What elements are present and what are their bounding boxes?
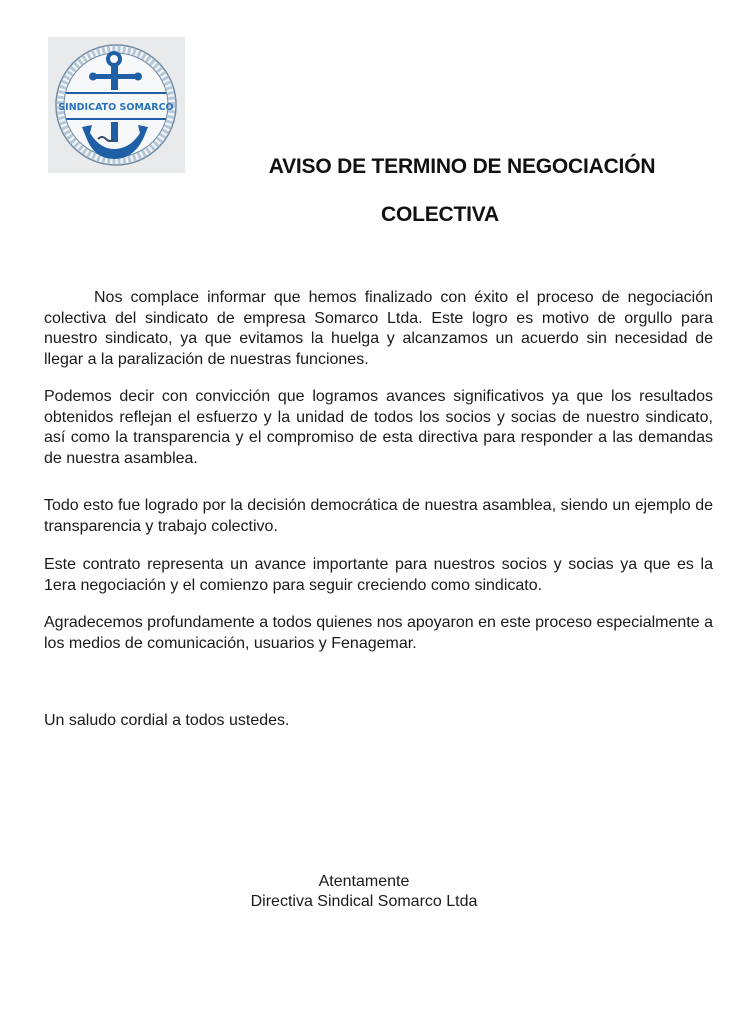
paragraph-contract: Este contrato representa un avance importante para nuestros socios y socias ya que es la 1era negociación y el comienzo para seguir creciendo como sindicato. (44, 556, 713, 594)
logo-text: SINDICATO SOMARCO (58, 102, 174, 113)
union-logo (48, 37, 185, 173)
paragraph-greeting: Un saludo cordial a todos ustedes. (44, 712, 290, 729)
notice-title-line-2: COLECTIVA (381, 203, 499, 226)
paragraph-democratic-decision: Todo esto fue logrado por la decisión democrática de nuestra asamblea, siendo un ejemplo de transparencia y trabajo colectivo. (44, 497, 713, 535)
anchor-logo-icon (48, 37, 185, 173)
signature-closing: Atentamente (318, 873, 410, 890)
signature-signer: Directiva Sindical Somarco Ltda (250, 893, 478, 910)
paragraph-thanks: Agradecemos profundamente a todos quienes nos apoyaron en este proceso especialmente a los medios de comunicación, usuarios y Fenagemar. (44, 614, 713, 652)
paragraph-achievements: Podemos decir con convicción que logramos avances significativos ya que los resultados obtenidos reflejan el esfuerzo y la unidad de todos los socios y socias de nuestro sindicato, así como la transparencia y el compromiso de esta directiva para responder a las demandas de nuestra asamblea. (44, 388, 713, 467)
notice-title-line-1: AVISO DE TERMINO DE NEGOCIACIÓN (268, 155, 656, 178)
paragraph-intro: Nos complace informar que hemos finalizado con éxito el proceso de negociación colectiva del sindicato de empresa Somarco Ltda. Este logro es motivo de orgullo para nuestro sindicato, ya que evitamos la huelga y alcanzamos un acuerdo sin necesidad de llegar a la paralización de nuestras funciones. (44, 289, 713, 368)
